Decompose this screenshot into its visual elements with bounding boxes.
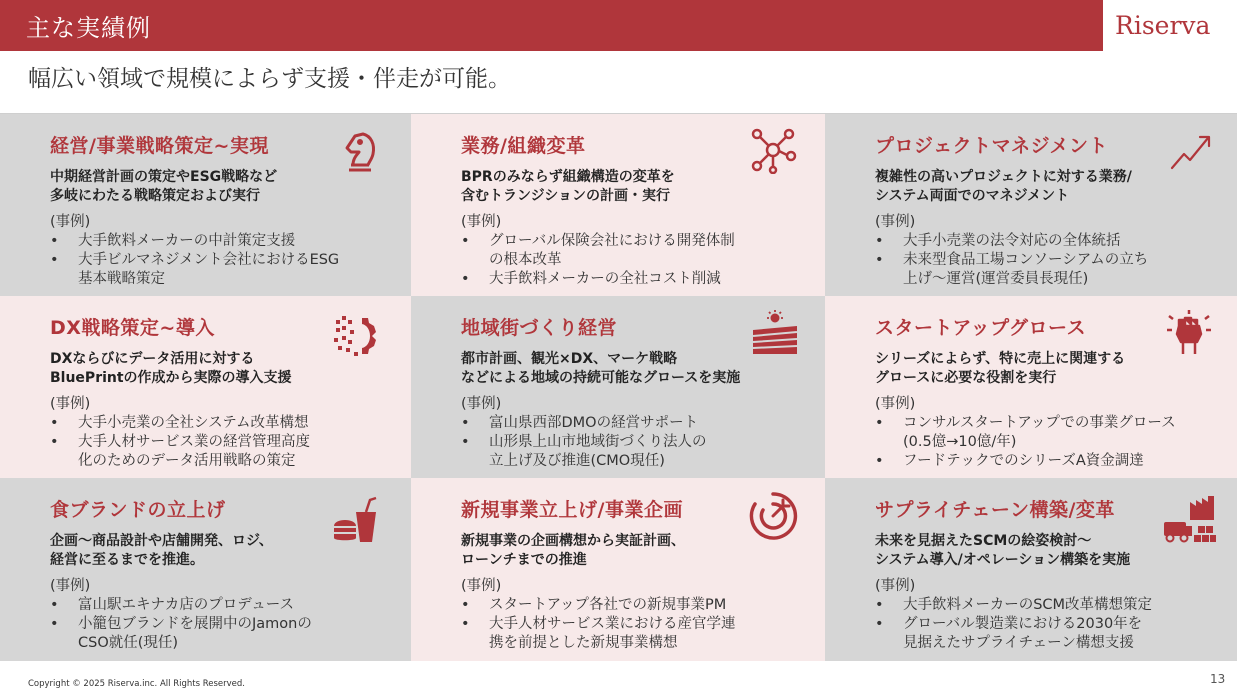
list-item: • 大手飲料メーカーのSCM改革構想策定 <box>875 596 1237 615</box>
case-list <box>489 596 825 653</box>
list-item: • 小籠包ブランドを展開中のJamonの CSO就任(現任) <box>50 615 411 653</box>
card-project-management <box>825 114 1237 296</box>
page-number: 13 <box>1210 672 1226 686</box>
page-subtitle: 幅広い領域で規模によらず支援・伴走が可能。 <box>28 66 511 92</box>
achievements-grid <box>0 114 1237 661</box>
list-item: • 大手人材サービス業の経営管理高度 化のためのデータ活用戦略の策定 <box>50 433 411 471</box>
case-label: (事例) <box>875 396 916 412</box>
card-business-transformation <box>411 114 825 296</box>
card-description: 都市計画、観光×DX、マーケ戦略 などによる地域の持続可能なグロースを実施 <box>461 351 741 386</box>
list-item: • グローバル保険会社における開発体制 の根本改革 <box>461 232 825 270</box>
list-item: • コンサルスタートアップでの事業グロース (0.5億→10億/年) <box>875 414 1237 452</box>
case-list <box>903 596 1237 653</box>
digital-gear-icon <box>332 312 380 360</box>
card-title: 新規事業立上げ/事業企画 <box>461 499 683 521</box>
card-description: 未来を見据えたSCMの絵姿検討～ システム導入/オペレーション構築を実施 <box>875 533 1131 568</box>
list-item: • 山形県上山市地域街づくり法人の 立上げ及び推進(CMO現任) <box>461 433 825 471</box>
card-description: 中期経営計画の策定やESG戦略など 多岐にわたる戦略策定および実行 <box>50 169 278 204</box>
list-item: • 未来型食品工場コンソーシアムの立ち 上げ～運営(運営委員長現任) <box>875 251 1237 289</box>
target-dial-icon <box>747 490 799 542</box>
case-list <box>78 596 411 653</box>
card-description: 企画～商品設計や店舗開発、ロジ、 経営に至るまでを推進。 <box>50 533 273 568</box>
raised-fist-icon <box>1165 308 1213 356</box>
header-bar <box>0 0 1103 51</box>
case-list <box>78 232 411 289</box>
card-title: 経営/事業戦略策定~実現 <box>50 135 269 157</box>
card-title: 地域街づくり経営 <box>461 317 618 339</box>
case-label: (事例) <box>461 214 502 230</box>
case-label: (事例) <box>50 578 91 594</box>
card-title: 業務/組織変革 <box>461 135 586 157</box>
card-startup-growth <box>825 296 1237 478</box>
list-item: • 大手人材サービス業における産官学連 携を前提とした新規事業構想 <box>461 615 825 653</box>
card-description: BPRのみならず組織構造の変革を 含むトランジションの計画・実行 <box>461 169 675 204</box>
case-list <box>903 232 1237 289</box>
list-item: • 大手ビルマネジメント会社におけるESG 基本戦略策定 <box>50 251 411 289</box>
trend-up-icon <box>1170 132 1214 172</box>
case-label: (事例) <box>461 578 502 594</box>
list-item: • 富山県西部DMOの経営サポート <box>461 414 825 433</box>
list-item: • スタートアップ各社での新規事業PM <box>461 596 825 615</box>
farmland-sun-icon <box>751 308 799 356</box>
fast-food-icon <box>332 496 380 544</box>
copyright: Copyright © 2025 Riserva.inc. All Rights Reserved. <box>28 679 245 689</box>
riserva-logo: Riserva <box>1115 11 1211 40</box>
knight-chess-icon <box>335 128 383 176</box>
page-title: 主な実績例 <box>26 14 151 42</box>
card-title: DX戦略策定~導入 <box>50 317 215 339</box>
card-new-business <box>411 478 825 661</box>
card-supply-chain <box>825 478 1237 661</box>
card-management-strategy <box>0 114 411 296</box>
card-title: スタートアップグロース <box>875 317 1087 339</box>
card-dx-strategy <box>0 296 411 478</box>
case-label: (事例) <box>875 214 916 230</box>
case-list <box>78 414 411 471</box>
card-title: プロジェクトマネジメント <box>875 135 1109 157</box>
case-label: (事例) <box>875 578 916 594</box>
case-list <box>489 232 825 289</box>
list-item: • 大手飲料メーカーの中計策定支援 <box>50 232 411 251</box>
list-item: • フードテックでのシリーズA資金調達 <box>875 452 1237 471</box>
case-label: (事例) <box>50 396 91 412</box>
card-regional-development <box>411 296 825 478</box>
list-item: • 大手飲料メーカーの全社コスト削減 <box>461 270 825 289</box>
card-description: 複雑性の高いプロジェクトに対する業務/ システム両面でのマネジメント <box>875 169 1132 204</box>
case-label: (事例) <box>50 214 91 230</box>
card-description: DXならびにデータ活用に対する BluePrintの作成から実際の導入支援 <box>50 351 292 386</box>
case-label: (事例) <box>461 396 502 412</box>
list-item: • 富山駅エキナカ店のプロデュース <box>50 596 411 615</box>
card-description: シリーズによらず、特に売上に関連する グロースに必要な役割を実行 <box>875 351 1126 386</box>
supply-chain-icon <box>1160 492 1216 548</box>
case-list <box>903 414 1237 471</box>
card-description: 新規事業の企画構想から実証計画、 ローンチまでの推進 <box>461 533 685 568</box>
card-title: サプライチェーン構築/変革 <box>875 499 1115 521</box>
list-item: • グローバル製造業における2030年を 見据えたサプライチェーン構想支援 <box>875 615 1237 653</box>
case-list <box>489 414 825 471</box>
list-item: • 大手小売業の法令対応の全体統括 <box>875 232 1237 251</box>
card-food-brand <box>0 478 411 661</box>
card-title: 食ブランドの立上げ <box>50 499 226 521</box>
list-item: • 大手小売業の全社システム改革構想 <box>50 414 411 433</box>
network-nodes-icon <box>749 126 797 174</box>
